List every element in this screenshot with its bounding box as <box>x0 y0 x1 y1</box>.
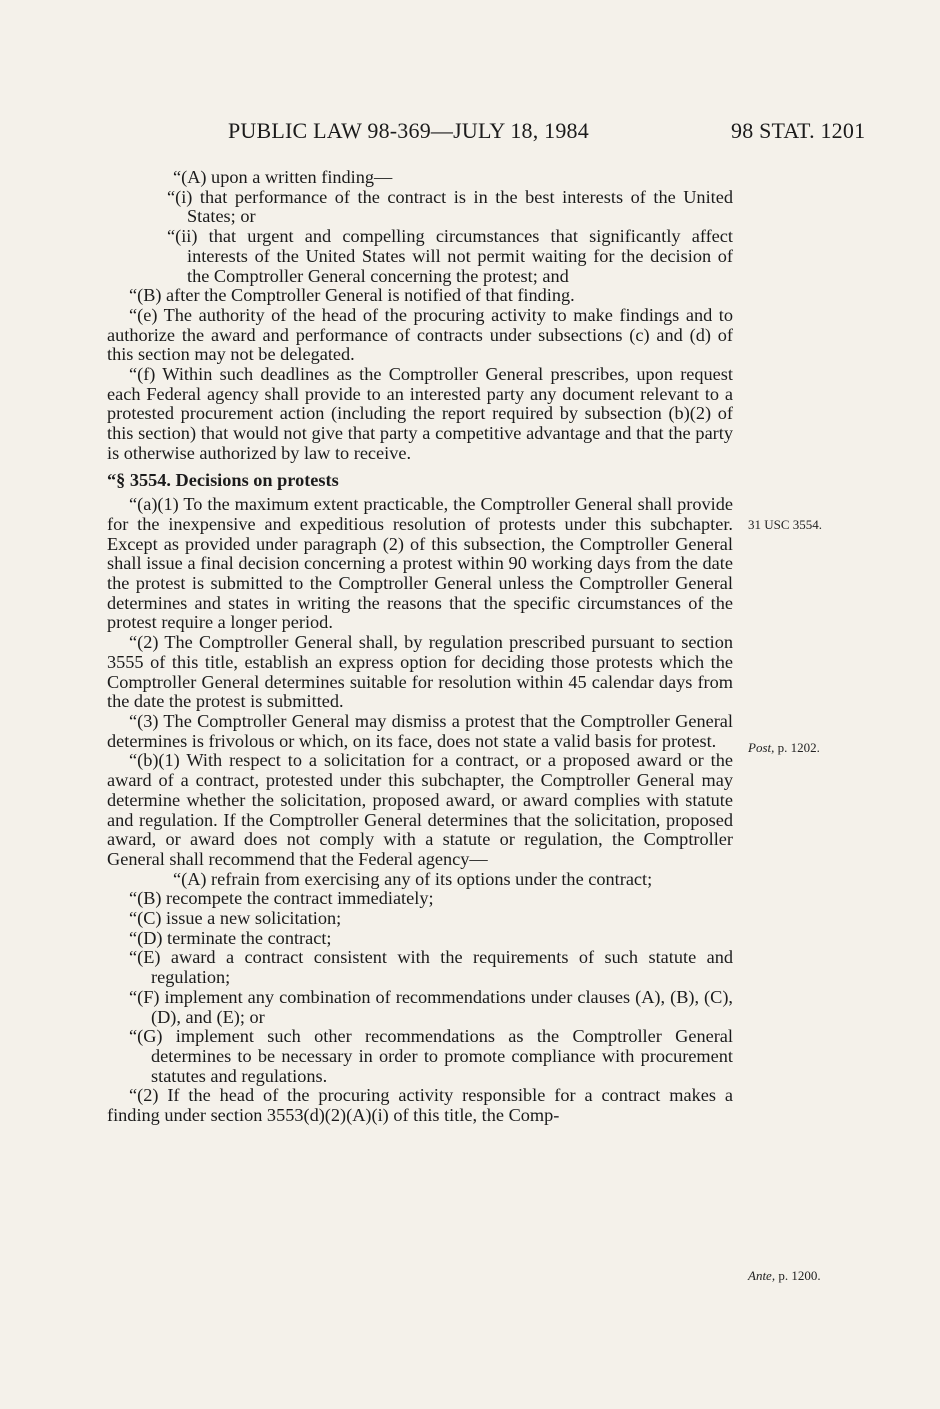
page-header <box>0 118 940 148</box>
sidenote-post-italic: Post, <box>748 740 775 755</box>
paragraph: “(E) award a contract consistent with the requirements of such statute and regulation; <box>129 947 733 988</box>
paragraph: “(A) refrain from exercising any of its options under the contract; <box>173 868 653 889</box>
paragraph: “(2) If the head of the procuring activity responsible for a contract makes a finding under section 3553(d)(2)(A)(i) of this title, the Comp- <box>107 1085 733 1126</box>
sidenote-ante-page: p. 1200. <box>775 1268 821 1283</box>
paragraph: “(C) issue a new solicitation; <box>129 908 342 929</box>
paragraph: “(ii) that urgent and compelling circumstances that significantly affect interests of the United States will not permit waiting for the decision of the Comptroller General concerning the protest; and <box>167 226 733 286</box>
paragraph: “(e) The authority of the head of the procuring activity to make findings and to authorize the award and performance of contracts under subsections (c) and (d) of this section may not be delegated. <box>107 304 733 365</box>
paragraph: “(i) that performance of the contract is in the best interests of the United States; or <box>167 186 733 227</box>
paragraph: “(a)(1) To the maximum extent practicable, the Comptroller General shall provide for the inexpensive and expeditious resolution of protests under this subchapter. Except as provided under paragraph (2) of this subsection, the Comptroller General shall issue a final decision concerning a protest within 90 working days from the date the protest is submitted to the Comptroller General unless the Comptroller General determines and states in writing the reasons that the specific circumstances of the protest require a longer period. <box>107 494 733 633</box>
paragraph: “(b)(1) With respect to a solicitation for a contract, or a proposed award or the award of a contract, protested under this subchapter, the Comptroller General may determine whether the solicitation, proposed award, or award complies with statute and regulation. If the Comptroller General determines that the solicitation, proposed award, or award does not comply with a statute or regulation, the Comptroller General shall recommend that the Federal agency— <box>107 750 733 869</box>
section-heading: “§ 3554. Decisions on protests <box>107 469 339 490</box>
paragraph: “(G) implement such other recommendations as the Comptroller General determines to be necessary in order to promote compliance with procurement statutes and regulations. <box>129 1026 733 1086</box>
sidenote-post <box>748 740 820 756</box>
paragraph: “(3) The Comptroller General may dismiss a protest that the Comptroller General determines is frivolous or which, on its face, does not state a valid basis for protest. <box>107 710 733 751</box>
page-title: PUBLIC LAW 98-369—JULY 18, 1984 <box>228 118 589 143</box>
paragraph: “(2) The Comptroller General shall, by regulation prescribed pursuant to section 3555 of this title, establish an express option for deciding those protests which the Comptroller General determines suitable for resolution within 45 calendar days from the date the protest is submitted. <box>107 632 733 712</box>
paragraph: “(B) after the Comptroller General is notified of that finding. <box>129 285 575 306</box>
paragraph: “(f) Within such deadlines as the Comptroller General prescribes, upon request each Federal agency shall provide to an interested party any document relevant to a protested procurement action (including the report required by subsection (b)(2) of this section) that would not give that party a competitive advantage and that the party is otherwise authorized by law to receive. <box>107 364 733 463</box>
statute-page-number: 98 STAT. 1201 <box>731 118 866 143</box>
sidenote-usc: 31 USC 3554. <box>748 517 823 532</box>
sidenote-post-page: p. 1202. <box>774 740 820 755</box>
sidenote-ante <box>748 1268 821 1284</box>
paragraph: “(D) terminate the contract; <box>129 927 332 948</box>
paragraph: “(B) recompete the contract immediately; <box>129 888 434 909</box>
sidenote-ante-italic: Ante, <box>748 1268 776 1283</box>
body-text <box>107 168 733 1126</box>
paragraph: “(F) implement any combination of recommendations under clauses (A), (B), (C), (D), and (E); or <box>129 986 733 1027</box>
paragraph: “(A) upon a written finding— <box>173 167 393 187</box>
